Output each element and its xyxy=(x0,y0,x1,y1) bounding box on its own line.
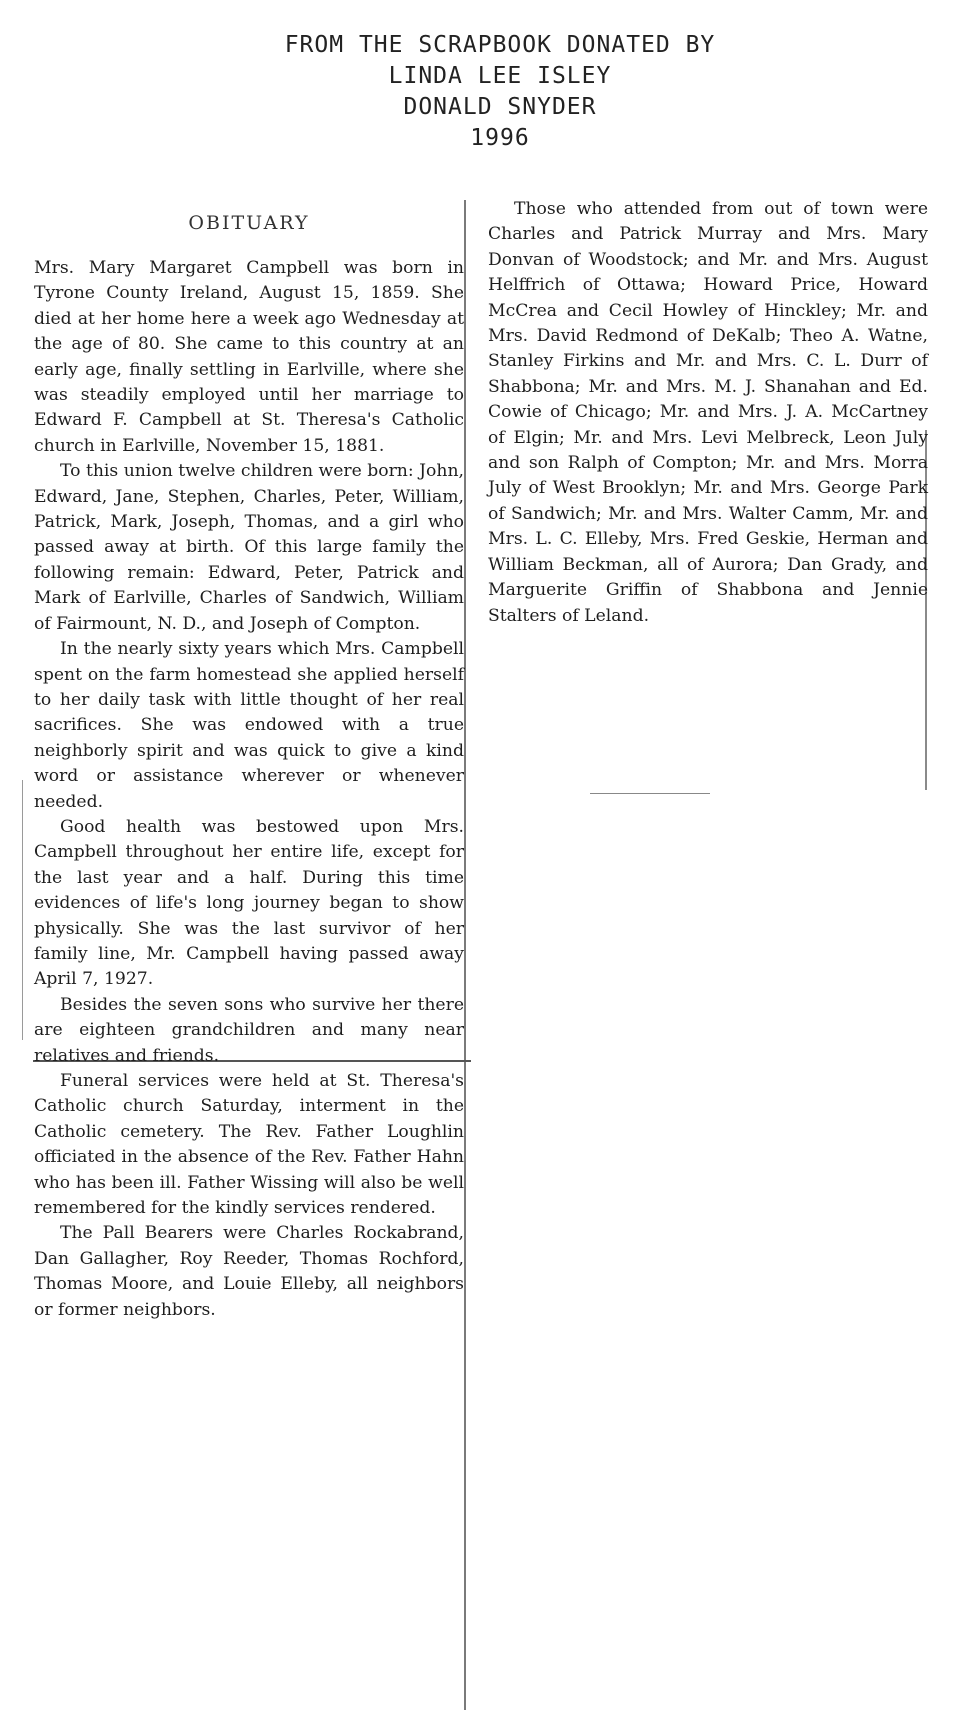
obituary-paragraph: To this union twelve children were born: John, Edward, Jane, Stephen, Charles, Peter, William, Patrick, Mark, Joseph, Thomas, and a girl who passed away at birth. Of this large family the following remain: Edward, Peter, Patrick and Mark of Earlville, Charles of Sandwich, William of Fairmount, N. D., and Joseph of Compton. xyxy=(34,461,464,634)
obituary-paragraph: In the nearly sixty years which Mrs. Campbell spent on the farm homestead she applied herself to her daily task with little thought of her real sacrifices. She was endowed with a true neighborly spirit and was quick to give a kind word or assistance wherever or whenever needed. xyxy=(34,639,464,812)
attendees-paragraph: Those who attended from out of town were Charles and Patrick Murray and Mrs. Mary Donvan of Woodstock; and Mr. and Mrs. August Helffrich of Ottawa; Howard Price, Howard McCrea and Cecil Howley of Hinckley; Mr. and Mrs. David Redmond of DeKalb; Theo A. Watne, Stanley Firkins and Mr. and Mrs. C. L. Durr of Shabbona; Mr. and Mrs. M. J. Shanahan and Ed. Cowie of Chicago; Mr. and Mrs. J. A. McCartney of Elgin; Mr. and Mrs. Levi Melbreck, Leon July and son Ralph of Compton; Mr. and Mrs. Morra July of West Brooklyn; Mr. and Mrs. George Park of Sandwich; Mr. and Mrs. Walter Camm, Mr. and Mrs. L. C. Elleby, Mrs. Fred Geskie, Herman and William Beckman, all of Aurora; Dan Grady, and Marguerite Griffin of Shabbona and Jennie Stalters of Leland. xyxy=(488,199,928,626)
header-line-donated: FROM THE SCRAPBOOK DONATED BY xyxy=(284,32,716,58)
obituary-right-column xyxy=(488,197,928,629)
obituary-paragraph: Mrs. Mary Margaret Campbell was born in Tyrone County Ireland, August 15, 1859. She died at her home here a week ago Wednesday at the age of 80. She came to this country at an early age, finally settling in Earlville, where she was steadily employed until her marriage to Edward F. Campbell at St. Theresa's Catholic church in Earlville, November 15, 1881. xyxy=(34,258,464,456)
header-line-donor-1: LINDA LEE ISLEY xyxy=(388,63,612,89)
obituary-paragraph: Funeral services were held at St. Theresa's Catholic church Saturday, interment in the Catholic cemetery. The Rev. Father Loughlin officiated in the absence of the Rev. Father Hahn who has been ill. Father Wissing will also be well remembered for the kindly services rendered. xyxy=(34,1071,464,1219)
clipping-edge-left xyxy=(22,780,23,1040)
column-divider xyxy=(464,200,466,1710)
obituary-paragraph: Good health was bestowed upon Mrs. Campbell throughout her entire life, except for the last year and a half. During this time evidences of life's long journey began to show physically. She was the last survivor of her family line, Mr. Campbell having passed away April 7, 1927. xyxy=(34,816,464,990)
scrapbook-header xyxy=(200,30,800,154)
obituary-left-column xyxy=(34,200,464,1323)
header-line-donor-2: DONALD SNYDER xyxy=(403,94,597,120)
obituary-paragraph: The Pall Bearers were Charles Rockabrand, Dan Gallagher, Roy Reeder, Thomas Rochford, Thomas Moore, and Louie Elleby, all neighbors or former neighbors. xyxy=(34,1223,464,1320)
obituary-paragraph: Besides the seven sons who survive her there are eighteen grandchildren and many near relatives and friends. xyxy=(34,994,464,1066)
obituary-title: OBITUARY xyxy=(188,212,310,234)
clipping-end-rule xyxy=(590,793,710,794)
header-line-year: 1996 xyxy=(470,125,530,151)
